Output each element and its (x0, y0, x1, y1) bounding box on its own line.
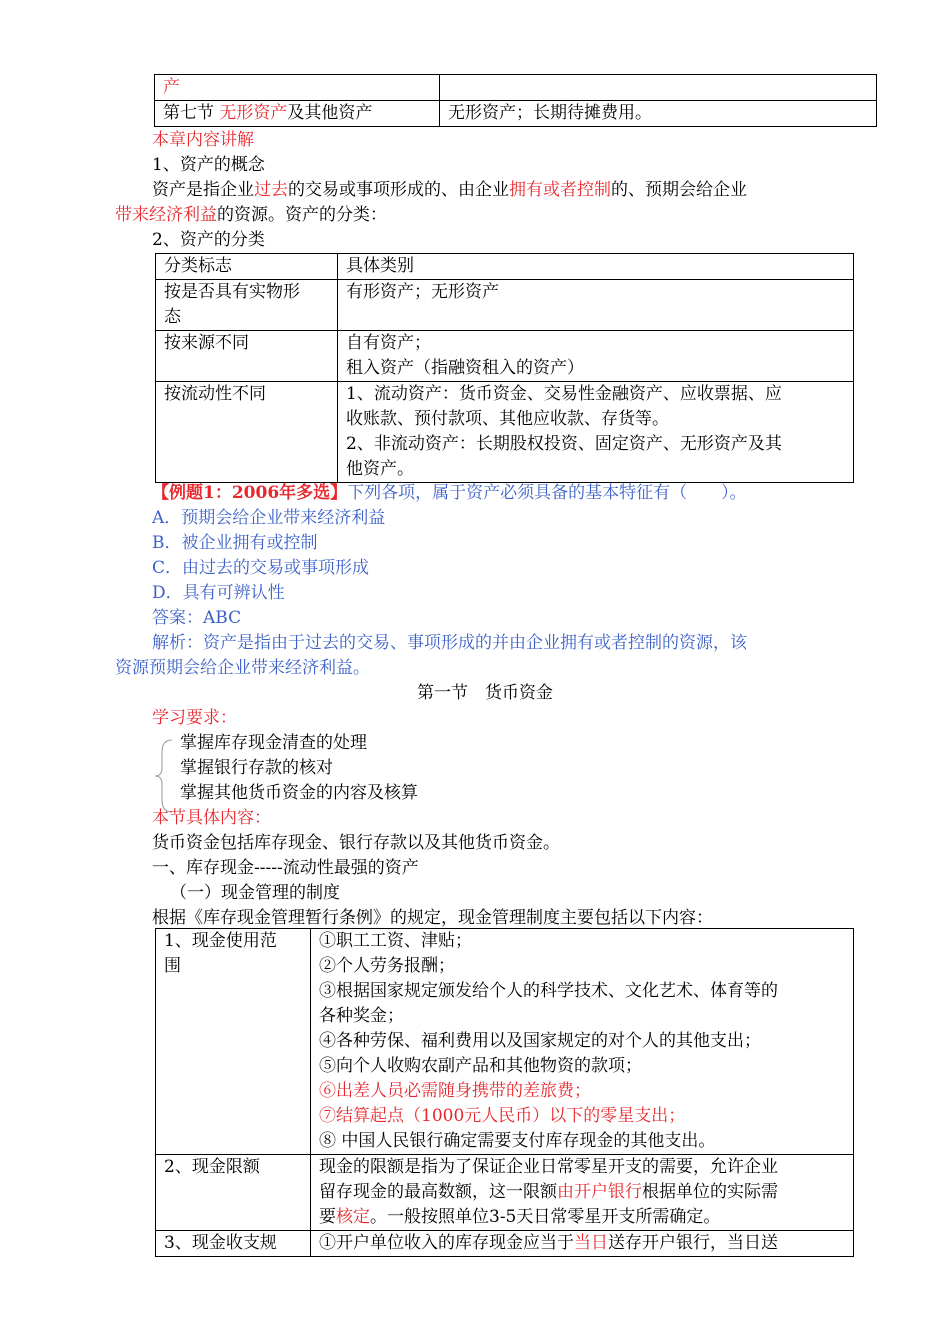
table-value: 2、非流动资产：长期股权投资、固定资产、无形资产及其 (346, 434, 782, 454)
table-cell (156, 280, 338, 331)
table-value: 他资产。 (346, 459, 414, 479)
usage-item-highlight: ⑥出差人员必需随身携带的差旅费； (319, 1081, 591, 1101)
table-cell (156, 929, 311, 1155)
limit-text-part: 留存现金的最高数额，这一限额 (319, 1182, 557, 1202)
usage-item: ④各种劳保、福利费用以及国家规定的对个人的其他支出； (319, 1031, 761, 1051)
limit-highlight: 核定 (336, 1207, 370, 1227)
option-d: D．具有可辨认性 (152, 583, 285, 603)
cash-subtitle: （一）现金管理的制度 (170, 883, 340, 903)
top-table-text: 产 (163, 77, 180, 97)
answer: 答案：ABC (152, 608, 242, 628)
receipts-text-part: 送存开户银行，当日送 (608, 1233, 778, 1253)
section-content-label: 本节具体内容： (152, 808, 271, 828)
example-tag: 【例题1：2006年多选】 (152, 483, 348, 503)
table-label: 态 (164, 307, 181, 327)
limit-text-part: 。一般按照单位3-5天日常零星开支所需确定。 (370, 1207, 721, 1227)
asset-definition-line-1 (152, 178, 747, 203)
table-value: 有形资产；无形资产 (346, 282, 499, 302)
definition-highlight: 过去 (254, 180, 288, 200)
table-label: 1、现金使用范 (164, 931, 277, 951)
definition-text: 的、预期会给企业 (611, 180, 747, 200)
table-header: 分类标志 (164, 256, 232, 276)
top-table-cell (440, 75, 877, 101)
receipts-text-part: ①开户单位收入的库存现金应当于 (319, 1233, 574, 1253)
definition-highlight: 拥有或者控制 (509, 180, 611, 200)
top-table-text: 及其他资产 (287, 103, 373, 123)
analysis-line-1: 解析：资产是指由于过去的交易、事项形成的并由企业拥有或者控制的资源，该 (152, 633, 747, 653)
example-question-text: 下列各项，属于资产必须具备的基本特征有（ ）。 (347, 483, 747, 503)
usage-item: ③根据国家规定颁发给个人的科学技术、文化艺术、体育等的 (319, 981, 778, 1001)
table-header-cell (156, 254, 338, 280)
table-label: 按是否具有实物形 (164, 282, 300, 302)
requirement-item: 掌握银行存款的核对 (180, 758, 333, 778)
top-table-text-red: 无形资产 (219, 103, 288, 123)
table-header: 具体类别 (346, 256, 414, 276)
table-label: 3、现金收支规 (164, 1233, 277, 1253)
table-cell (311, 1155, 854, 1231)
top-table (154, 74, 877, 127)
usage-item: ⑤向个人收购农副产品和其他物资的款项； (319, 1056, 642, 1076)
definition-text: 资产是指企业 (152, 180, 254, 200)
cash-management-table (155, 928, 854, 1257)
brace-icon (152, 738, 174, 814)
top-table-cell (155, 75, 440, 101)
usage-item: ①职工工资、津贴； (319, 931, 472, 951)
table-cell (156, 1155, 311, 1231)
option-a: A．预期会给企业带来经济利益 (152, 508, 386, 528)
table-label: 围 (164, 956, 181, 976)
table-cell (338, 280, 854, 331)
top-table-cell (440, 101, 877, 127)
intro-text: 货币资金包括库存现金、银行存款以及其他货币资金。 (152, 833, 560, 853)
table-cell (156, 382, 338, 483)
option-c: C．由过去的交易或事项形成 (152, 558, 370, 578)
table-cell (338, 382, 854, 483)
table-cell (338, 331, 854, 382)
table-value: 租入资产（指融资租入的资产） (346, 358, 584, 378)
cash-regulation-text: 根据《库存现金管理暂行条例》的规定，现金管理制度主要包括以下内容： (152, 908, 713, 928)
table-value: 1、流动资产：货币资金、交易性金融资产、应收票据、应 (346, 384, 782, 404)
option-b: B．被企业拥有或控制 (152, 533, 318, 553)
table-label: 2、现金限额 (164, 1157, 260, 1177)
definition-text: 的交易或事项形成的、由企业 (288, 180, 509, 200)
definition-text: 的资源。资产的分类： (217, 205, 387, 225)
limit-text (319, 1180, 845, 1205)
table-cell (311, 929, 854, 1155)
limit-text (319, 1205, 845, 1230)
top-table-cell (155, 101, 440, 127)
section-1-title: 1、资产的概念 (152, 155, 265, 175)
table-cell (156, 1231, 311, 1257)
section-1-heading: 第一节 货币资金 (417, 683, 553, 703)
table-cell (311, 1231, 854, 1257)
classification-table (155, 253, 854, 483)
table-header-cell (338, 254, 854, 280)
analysis-line-2: 资源预期会给企业带来经济利益。 (115, 658, 370, 678)
definition-highlight: 带来经济利益 (115, 205, 217, 225)
section-2-title: 2、资产的分类 (152, 230, 265, 250)
learning-requirements-label: 学习要求： (152, 708, 237, 728)
chapter-heading: 本章内容讲解 (152, 130, 254, 150)
example-question (152, 481, 747, 506)
top-table-text: 无形资产；长期待摊费用。 (448, 103, 652, 123)
usage-item: 各种奖金； (319, 1006, 404, 1026)
usage-item: ②个人劳务报酬； (319, 956, 455, 976)
receipts-highlight: 当日 (574, 1233, 608, 1253)
table-value: 自有资产； (346, 333, 431, 353)
usage-item: ⑧ 中国人民银行确定需要支付库存现金的其他支出。 (319, 1131, 716, 1151)
table-label: 按流动性不同 (164, 384, 266, 404)
cash-title: 一、库存现金-----流动性最强的资产 (152, 858, 419, 878)
receipts-text (319, 1231, 845, 1256)
asset-definition-line-2 (115, 203, 387, 228)
top-table-text: 第七节 (163, 103, 220, 123)
usage-item-highlight: ⑦结算起点（1000元人民币）以下的零星支出； (319, 1106, 686, 1126)
table-label: 按来源不同 (164, 333, 249, 353)
limit-highlight: 由开户银行 (557, 1182, 642, 1202)
table-value: 收账款、预付款项、其他应收款、存货等。 (346, 409, 669, 429)
limit-text: 现金的限额是指为了保证企业日常零星开支的需要，允许企业 (319, 1157, 778, 1177)
limit-text-part: 根据单位的实际需 (642, 1182, 778, 1202)
limit-text-part: 要 (319, 1207, 336, 1227)
requirement-item: 掌握库存现金清查的处理 (180, 733, 367, 753)
table-cell (156, 331, 338, 382)
requirement-item: 掌握其他货币资金的内容及核算 (180, 783, 418, 803)
